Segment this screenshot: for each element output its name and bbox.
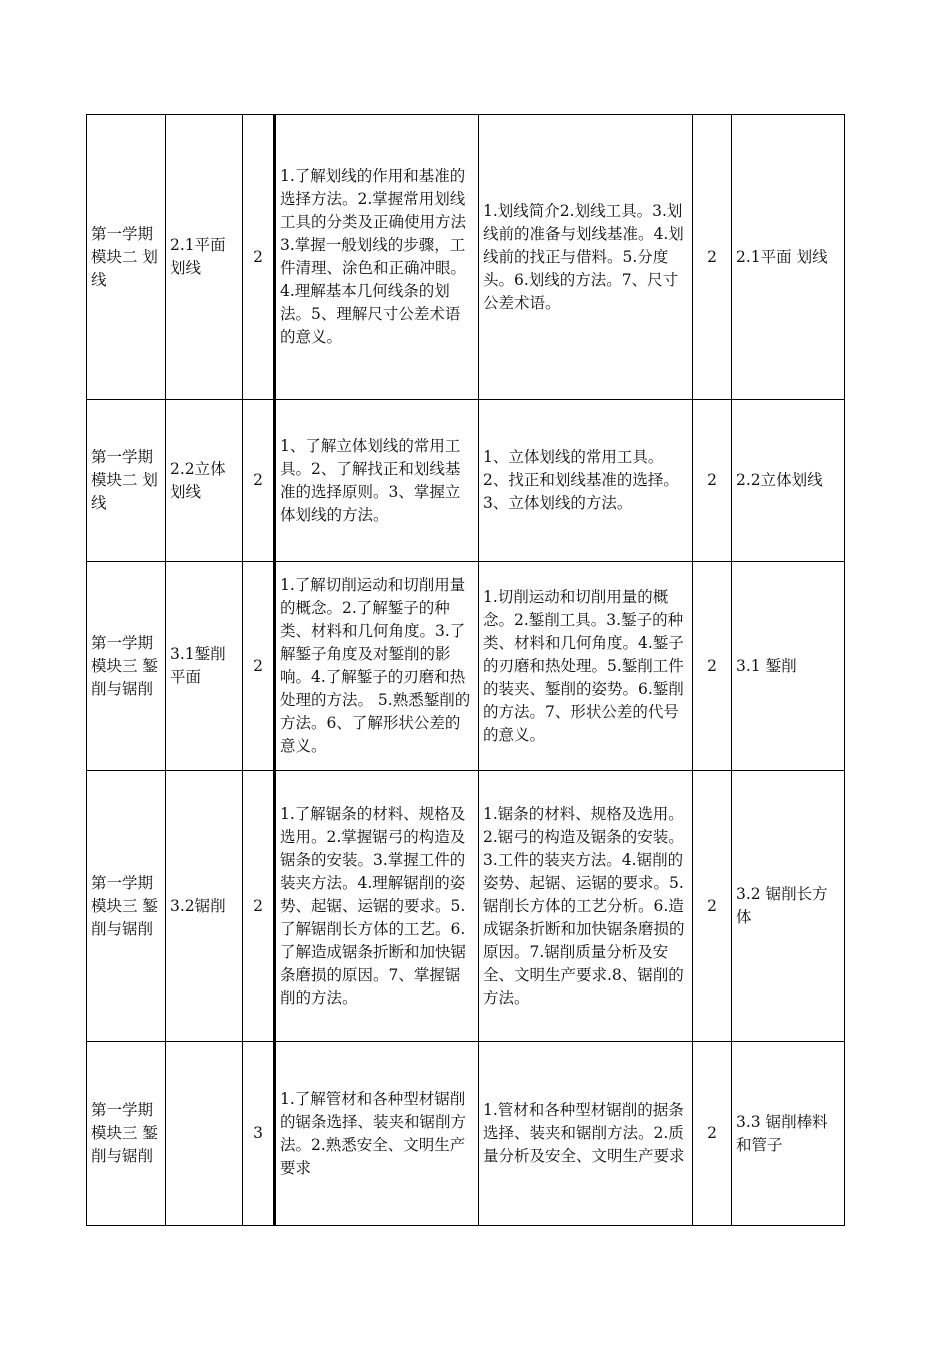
practice-hours-cell: 2 (693, 562, 732, 771)
table-row (87, 562, 845, 771)
topic-cell: 2.2立体划线 (166, 400, 243, 562)
objectives-cell: 1.了解锯条的材料、规格及选用。2.掌握锯弓的构造及锯条的安装。3.掌握工件的装夹方法。4.理解锯削的姿势、起锯、运锯的要求。5.了解锯削长方体的工艺。6.了解造成锯条折断和加快锯条磨损的原因。7、掌握锯削的方法。 (275, 771, 479, 1042)
practice-hours-cell: 2 (693, 115, 732, 400)
topic-cell: 3.1錾削平面 (166, 562, 243, 771)
hours-cell: 3 (243, 1042, 275, 1226)
term-cell: 第一学期 模块二 划线 (87, 115, 166, 400)
hours-cell: 2 (243, 400, 275, 562)
term-cell: 第一学期模块三 錾削与锯削 (87, 562, 166, 771)
content-cell: 1.切削运动和切削用量的概念。2.錾削工具。3.錾子的种类、材料和几何角度。4.錾子的刃磨和热处理。5.錾削工件的装夹、錾削的姿势。6.錾削的方法。7、形状公差的代号的意义。 (479, 562, 693, 771)
hours-cell: 2 (243, 771, 275, 1042)
practice-cell: 3.3 锯削棒料和管子 (732, 1042, 845, 1226)
curriculum-table (86, 114, 845, 1226)
practice-cell: 2.1平面 划线 (732, 115, 845, 400)
content-cell: 1.锯条的材料、规格及选用。2.锯弓的构造及锯条的安装。3.工件的装夹方法。4.锯削的姿势、起锯、运锯的要求。5.锯削长方体的工艺分析。6.造成锯条折断和加快锯条磨损的原因。7.锯削质量分析及安全、文明生产要求.8、锯削的方法。 (479, 771, 693, 1042)
table-row (87, 771, 845, 1042)
practice-hours-cell: 2 (693, 400, 732, 562)
objectives-cell: 1、了解立体划线的常用工具。2、了解找正和划线基准的选择原则。3、掌握立体划线的方法。 (275, 400, 479, 562)
practice-cell: 3.2 锯削长方体 (732, 771, 845, 1042)
practice-hours-cell: 2 (693, 771, 732, 1042)
table-row (87, 115, 845, 400)
topic-cell: 3.2锯削 (166, 771, 243, 1042)
table-row (87, 400, 845, 562)
table-row (87, 1042, 845, 1226)
practice-cell: 2.2立体划线 (732, 400, 845, 562)
content-cell: 1、立体划线的常用工具。2、找正和划线基准的选择。3、立体划线的方法。 (479, 400, 693, 562)
objectives-cell: 1.了解划线的作用和基准的选择方法。2.掌握常用划线工具的分类及正确使用方法3.掌握一般划线的步骤，工件清理、涂色和正确冲眼。4.理解基本几何线条的划法。5、理解尺寸公差术语的意义。 (275, 115, 479, 400)
objectives-cell: 1.了解管材和各种型材锯削的锯条选择、装夹和锯削方法。2.熟悉安全、文明生产要求 (275, 1042, 479, 1226)
term-cell: 第一学期模块三 錾削与锯削 (87, 771, 166, 1042)
hours-cell: 2 (243, 562, 275, 771)
term-cell: 第一学期模块三 錾削与锯削 (87, 1042, 166, 1226)
objectives-cell: 1.了解切削运动和切削用量的概念。2.了解錾子的种类、材料和几何角度。3.了解錾子角度及对錾削的影响。4.了解錾子的刃磨和热处理的方法。 5.熟悉錾削的方法。6、了解形状公差的意义。 (275, 562, 479, 771)
topic-cell (166, 1042, 243, 1226)
content-cell: 1.划线简介2.划线工具。3.划线前的准备与划线基准。4.划线前的找正与借料。5.分度头。6.划线的方法。7、尺寸公差术语。 (479, 115, 693, 400)
term-cell: 第一学期 模块二 划线 (87, 400, 166, 562)
practice-cell: 3.1 錾削 (732, 562, 845, 771)
topic-cell: 2.1平面划线 (166, 115, 243, 400)
hours-cell: 2 (243, 115, 275, 400)
practice-hours-cell: 2 (693, 1042, 732, 1226)
content-cell: 1.管材和各种型材锯削的据条选择、装夹和锯削方法。2.质量分析及安全、文明生产要求 (479, 1042, 693, 1226)
